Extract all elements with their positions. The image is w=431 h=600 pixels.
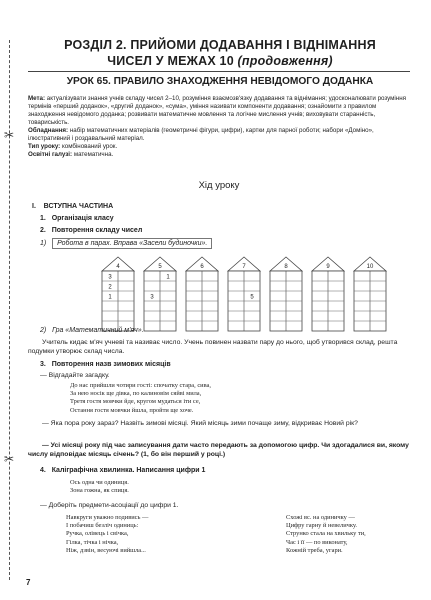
lesson-area: Освітні галузі: математична. [28, 151, 114, 158]
lesson-equipment: Обладнання: набір математичних матеріалів (геометричні фігури, цифри), картки для парної роботи; набори «Доміно», ілюстративний і роздавальний матеріал. [28, 127, 374, 142]
riddle-poem [70, 382, 390, 415]
subsection-heading: 1. Організація класу [40, 215, 114, 222]
poem-left-column [66, 514, 236, 555]
poem-line: Схожі вс. на одиничку — [286, 514, 355, 521]
poem-line: Струнко стала на хвильку ти, [286, 530, 366, 538]
lesson-goal: Мета: актуалізувати знання учнів складу чисел 2–10, розуміння взаємозв'язку додавання та віднімання; удосконалювати розуміння термінів «перший доданок», «другий доданок», «сума», уміння називати компоненти додавання; ознайомити з правилом знаходження невідомого доданка; розвивати математичне мовлення та логічне мислення учнів; виховувати старанність, товариськість. [28, 95, 406, 126]
chapter-title-line2: ЧИСЕЛ У МЕЖАХ 10 (продовження) [107, 54, 333, 68]
riddle-intro: — Відгадайте загадку. [40, 372, 110, 379]
short-poem [70, 479, 270, 495]
poem-line: За нею носік ще дівка, по калиновім сяйві мила, [70, 390, 202, 398]
task-item: 2) Гра «Математичний м'яч». [40, 327, 144, 334]
poem-line: Гілка, тічка і нічка, [66, 538, 119, 546]
question-paragraph: — Яка пора року зараз? Назвіть зимові місяці. Який місяць зими почаще зиму, відкриває Новий рік? [42, 420, 358, 427]
poem-line: Третя гостя мовчки йде, кругом мудаться іти се, [70, 398, 201, 406]
lesson-meta [28, 95, 410, 159]
house-roof-number: 6 [200, 264, 204, 270]
poem-line: Зона гожна, як спиця. [70, 487, 129, 495]
scissors-icon: ✂ [4, 452, 15, 466]
house-roof-number: 8 [284, 264, 288, 270]
house-roof-number: 5 [158, 264, 162, 270]
poem-line: І побачиш безліч одиниць: [66, 522, 139, 530]
house-cell-number: 1 [108, 294, 112, 301]
subsection-heading: 4. Каліграфічна хвилинка. Написання цифри 1 [40, 467, 206, 474]
house-roof-number: 9 [326, 264, 330, 270]
house-cell-number: 3 [108, 274, 112, 281]
house-roof-number: 4 [116, 264, 120, 270]
house-roof-number: 7 [242, 264, 246, 270]
poem-line: Ручка, олівець і свічка, [66, 530, 129, 538]
poem-line: Час і її — по виконату, [286, 538, 348, 546]
house-cell-number: 1 [166, 274, 170, 281]
poem-line: До нас прийшли чотири гості: спочатку стара, сива, [70, 382, 211, 389]
poem-line: Навкруги уважно подивись — [66, 514, 149, 521]
poem-line: Ось одна чи одиниця. [70, 479, 129, 486]
course-title: Хід уроку [198, 180, 240, 191]
association-intro: — Доберіть предмети-асоціації до цифри 1. [40, 502, 179, 509]
question-paragraph: — Усі місяці року під час записування дати часто передають за допомогою цифр. Чи здогадалися ви, якому числу відповідає місяць січень? (1, бо він перший у році.) [28, 442, 409, 458]
lesson-title: УРОК 65. ПРАВИЛО ЗНАХОДЖЕННЯ НЕВІДОМОГО ДОДАНКА [66, 76, 374, 87]
lesson-type: Тип уроку: комбінований урок. [28, 143, 118, 150]
number-houses-figure [100, 255, 400, 335]
task-description: Учитель кидає м'яч учневі та називає число. Учень повинен назвати пару до нього, щоб утворився склад, решта подумки утворює склад числа. [28, 339, 398, 355]
poem-right-column [286, 514, 416, 555]
scissors-icon: ✂ [4, 128, 15, 142]
poem-line: Кожній треба, угари. [286, 546, 343, 554]
chapter-title-line1: РОЗДІЛ 2. ПРИЙОМИ ДОДАВАННЯ І ВІДНІМАННЯ [64, 38, 376, 52]
cut-line [9, 40, 10, 580]
task-item: 1) Робота в парах. Вправа «Засели будиночки». [40, 238, 212, 249]
subsection-heading: 2. Повторення складу чисел [40, 227, 143, 234]
poem-line: Цифру гарну й невеличку. [286, 522, 358, 530]
section-heading: I. ВСТУПНА ЧАСТИНА [32, 203, 114, 210]
page-number: 7 [26, 578, 31, 587]
house-cell-number: 3 [150, 294, 154, 301]
house-roof-number: 10 [366, 264, 374, 270]
poem-line: Ніж, дзвін, весуючі вийшла... [66, 546, 146, 554]
subsection-heading: 3. Повторення назв зимових місяців [40, 361, 171, 368]
house-cell-number: 2 [108, 284, 112, 291]
poem-line: Остання гостя мовчки йшла, пройти ще хоче. [70, 406, 194, 414]
house-cell-number: 5 [250, 294, 254, 301]
header-rule [28, 71, 410, 72]
